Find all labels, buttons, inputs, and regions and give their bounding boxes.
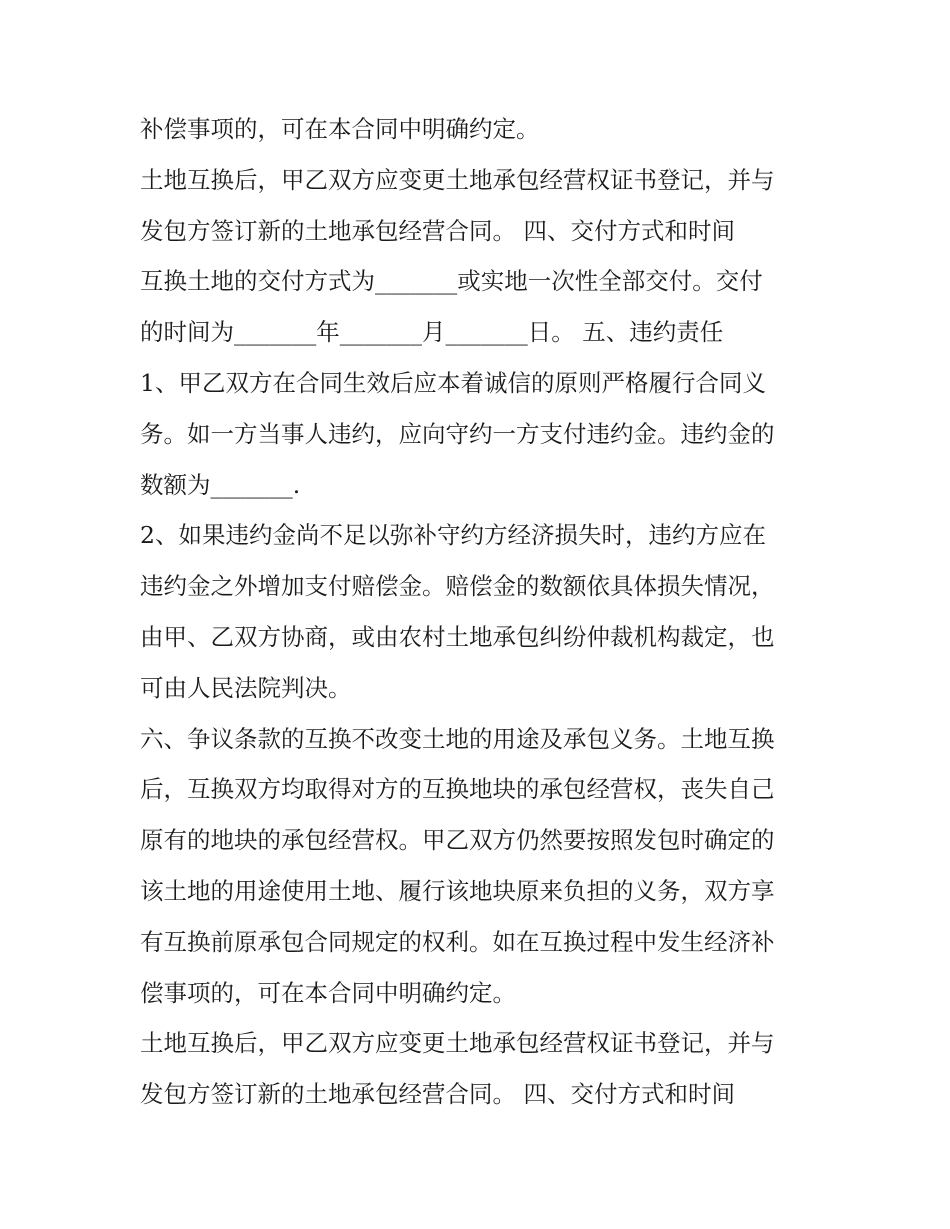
text-line: 原有的地块的承包经营权。甲乙双方仍然要按照发包时确定的 — [140, 826, 775, 855]
text-line: 的时间为_______年_______月_______日。 五、违约责任 — [140, 318, 724, 347]
text-line: 可由人民法院判决。 — [140, 673, 352, 702]
text-line: 发包方签订新的土地承包经营合同。 四、交付方式和时间 — [140, 1080, 735, 1109]
text-line: 发包方签订新的土地承包经营合同。 四、交付方式和时间 — [140, 216, 735, 245]
text-line: 土地互换后，甲乙双方应变更土地承包经营权证书登记，并与 — [140, 165, 775, 194]
text-line: 该土地的用途使用土地、履行该地块原来负担的义务，双方享 — [140, 876, 775, 905]
contract-text-body — [140, 104, 820, 1120]
text-line: 2、如果违约金尚不足以弥补守约方经济损失时，违约方应在 — [140, 521, 766, 550]
text-line: 违约金之外增加支付赔偿金。赔偿金的数额依具体损失情况， — [140, 572, 775, 601]
text-line: 六、争议条款的互换不改变土地的用途及承包义务。土地互换 — [140, 724, 775, 753]
text-line: 土地互换后，甲乙双方应变更土地承包经营权证书登记，并与 — [140, 1029, 775, 1058]
text-line: 1、甲乙双方在合同生效后应本着诚信的原则严格履行合同义 — [140, 368, 766, 397]
text-line: 互换土地的交付方式为_______或实地一次性全部交付。交付 — [140, 267, 763, 296]
text-line: 数额为_______. — [140, 470, 301, 499]
text-line: 后，互换双方均取得对方的互换地块的承包经营权，丧失自己 — [140, 775, 775, 804]
text-line: 由甲、乙双方协商，或由农村土地承包纠纷仲裁机构裁定，也 — [140, 622, 775, 651]
text-line: 有互换前原承包合同规定的权利。如在互换过程中发生经济补 — [140, 927, 775, 956]
text-line: 务。如一方当事人违约，应向守约一方支付违约金。违约金的 — [140, 419, 775, 448]
text-line: 补偿事项的，可在本合同中明确约定。 — [140, 115, 540, 143]
text-line: 偿事项的，可在本合同中明确约定。 — [140, 978, 516, 1007]
